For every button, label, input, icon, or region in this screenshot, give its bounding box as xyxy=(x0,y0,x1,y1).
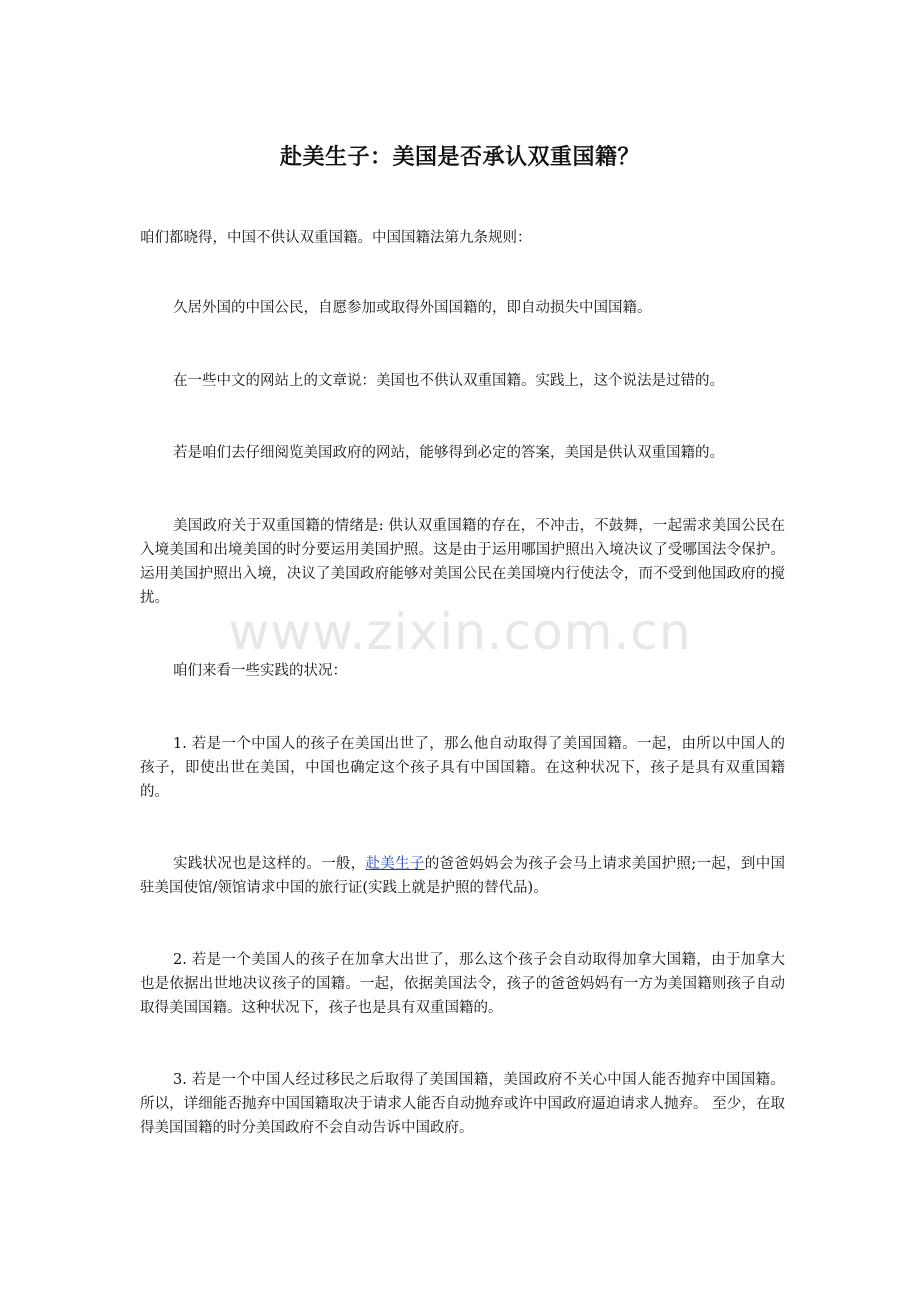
paragraph-law-quote: 久居外国的中国公民，自愿参加或取得外国国籍的，即自动损失中国国籍。 xyxy=(173,300,652,316)
paragraph-intro: 咱们都晓得，中国不供认双重国籍。中国国籍法第九条规则： xyxy=(140,230,532,246)
paragraph-case-2: 2. 若是一个美国人的孩子在加拿大出世了，那么这个孩子会自动取得加拿大国籍，由于加拿大也是依据出世地决议孩子的国籍。一起，依据美国法令，孩子的爸爸妈妈有一方为美国籍则孩子自动取得美国国籍。这种状况下，孩子也是具有双重国籍的。 xyxy=(140,952,785,1016)
watermark: www.zixin.com.cn xyxy=(228,603,692,661)
paragraph-us-attitude: 美国政府关于双重国籍的情绪是: 供认双重国籍的存在，不冲击，不鼓舞，一起需求美国公民在入境美国和出境美国的时分要运用美国护照。这是由于运用哪国护照出入境决议了受哪国法令保护。运用美国护照出入境，决议了美国政府能够对美国公民在美国境内行使法令，而不受到他国政府的搅扰。 xyxy=(140,518,785,606)
paragraph-cases-intro: 咱们来看一些实践的状况： xyxy=(173,663,347,679)
paragraph-claim: 在一些中文的网站上的文章说：美国也不供认双重国籍。实践上，这个说法是过错的。 xyxy=(173,373,724,389)
paragraph-case-3: 3. 若是一个中国人经过移民之后取得了美国国籍，美国政府不关心中国人能否抛弃中国国籍。所以，详细能否抛弃中国国籍取决于请求人能否自动抛弃或许中国政府逼迫请求人抛弃。 至少，在取得美国国籍的时分美国政府不会自动告诉中国政府。 xyxy=(140,1072,785,1136)
link-fumei-shengzi[interactable]: 赴美生子 xyxy=(365,856,425,872)
page-title: 赴美生子：美国是否承认双重国籍？ xyxy=(279,144,640,170)
paragraph-answer: 若是咱们去仔细阅览美国政府的网站，能够得到必定的答案，美国是供认双重国籍的。 xyxy=(173,445,724,461)
paragraph-practice-text-2: 的爸爸妈妈会为孩子会马上请求美国护照;一起，到中国驻美国使馆/领馆请求中国的旅行证(实践上就是护照的替代品)。 xyxy=(140,856,785,896)
paragraph-practice-text-1: 实践状况也是这样的。一般， xyxy=(173,856,366,872)
paragraph-practice xyxy=(140,852,785,900)
paragraph-case-1: 1. 若是一个中国人的孩子在美国出世了，那么他自动取得了美国国籍。一起，由所以中国人的孩子，即使出世在美国，中国也确定这个孩子具有中国国籍。在这种状况下，孩子是具有双重国籍的。 xyxy=(140,736,785,800)
